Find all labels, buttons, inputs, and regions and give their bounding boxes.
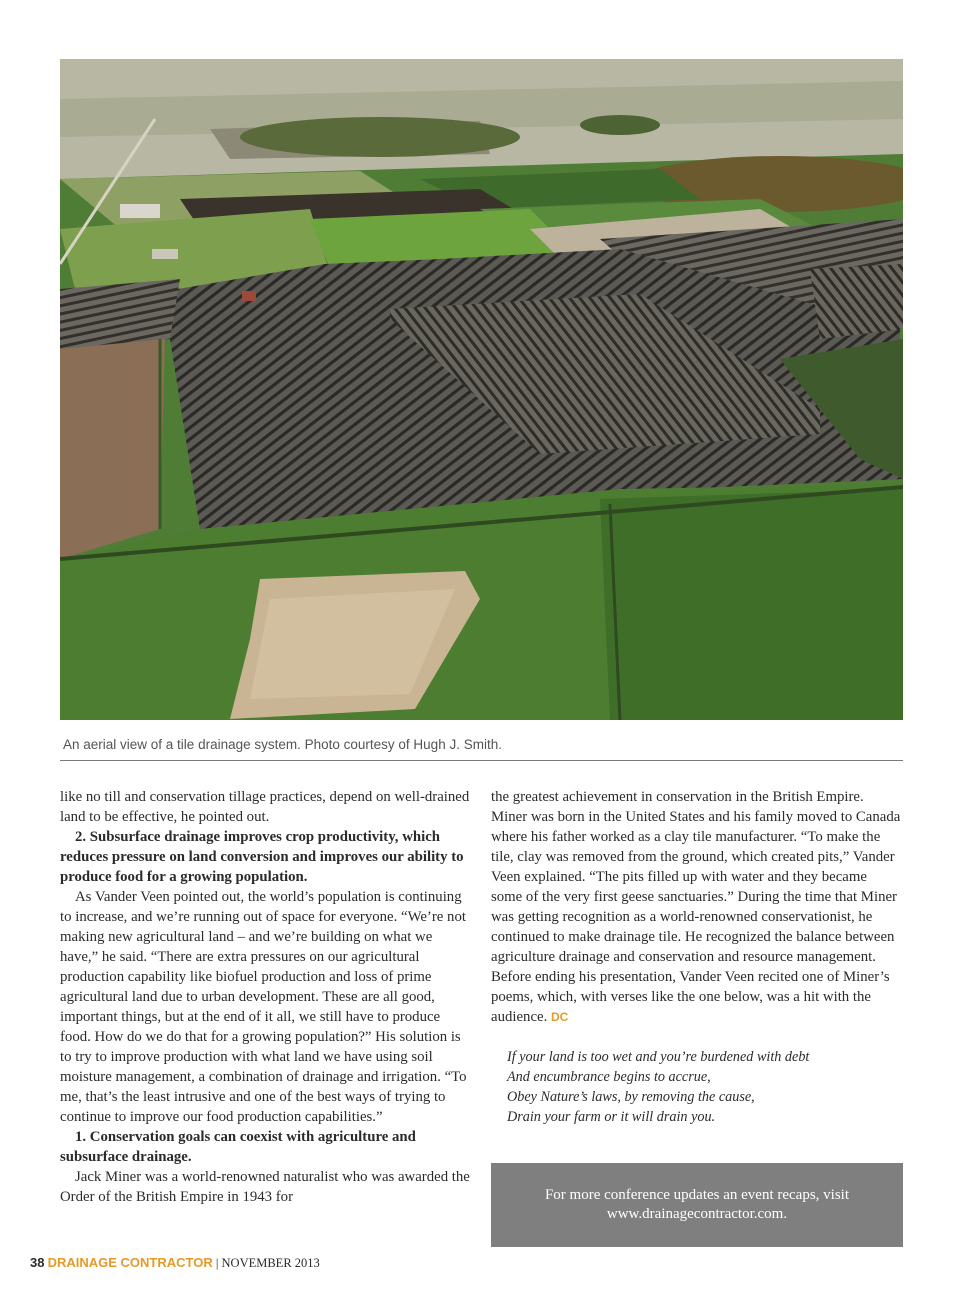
paragraph-text: the greatest achievement in conservation in the British Empire. Miner was born in the United States and his family moved to Canada where his father worked as a clay tile manufacturer. “To make the tile, clay was removed from the ground, which created pits,” Vander Veen explained. “The pits filled up with water and they became some of the very first geese sanctuaries.” During the time that Miner was getting recognition as a world-renowned conservationist, he continued to make drainage tile. He recognized the balance between agriculture drainage and conservation and resource management. Before ending his presentation, Vander Veen recited one of Miner’s poems, which, with verses like the one below, was a hit with the audience. — [491, 789, 901, 1025]
promo-box — [491, 1163, 903, 1247]
poem-line: And encumbrance begins to accrue, — [507, 1069, 711, 1085]
aerial-photo — [60, 59, 903, 720]
paragraph — [491, 787, 901, 1027]
paragraph: Jack Miner was a world-renowned naturalist who was awarded the Order of the British Empire in 1943 for — [60, 1169, 470, 1205]
page-number: 38 — [30, 1255, 45, 1270]
poem-line: Obey Nature’s laws, by removing the cause, — [507, 1089, 755, 1105]
end-mark: DC — [550, 1010, 569, 1024]
photo-caption: An aerial view of a tile drainage system. Photo courtesy of Hugh J. Smith. — [63, 737, 502, 752]
article-right-column — [491, 787, 901, 1127]
poem — [491, 1047, 901, 1127]
section-heading: 1. Conservation goals can coexist with agriculture and subsurface drainage. — [60, 1129, 416, 1165]
article-left-column — [60, 787, 470, 1207]
page-footer — [30, 1255, 320, 1271]
section-heading: 2. Subsurface drainage improves crop productivity, which reduces pressure on land conversion and improves our ability to produce food for a growing population. — [60, 829, 464, 885]
magazine-name: DRAINAGE CONTRACTOR — [47, 1255, 213, 1270]
poem-line: If your land is too wet and you’re burdened with debt — [507, 1049, 810, 1065]
promo-link[interactable]: www.drainagecontractor.com. — [606, 1206, 788, 1222]
paragraph: like no till and conservation tillage practices, depend on well-drained land to be effective, he pointed out. — [60, 789, 470, 825]
promo-text: For more conference updates an event recaps, visit — [544, 1187, 850, 1203]
caption-divider — [60, 760, 903, 761]
paragraph: As Vander Veen pointed out, the world’s population is continuing to increase, and we’re running out of space for everyone. “We’re not making new agricultural land – and we’re building on what we have,” he said. “There are extra pressures on our agricultural production capability like biofuel production and loss of prime agricultural land due to urban development. These are all good, important things, but at the end of it all, we still have to produce food. How do we do that for a growing population?” His solution is to try to improve production with what land we have using soil moisture management, a combination of drainage and irrigation. “To me, that’s the least intrusive and one of the best ways of trying to continue to improve our food production capabilities.” — [60, 889, 467, 1125]
issue-date: NOVEMBER 2013 — [221, 1256, 320, 1270]
footer-separator: | — [215, 1256, 219, 1270]
poem-line: Drain your farm or it will drain you. — [507, 1109, 716, 1125]
